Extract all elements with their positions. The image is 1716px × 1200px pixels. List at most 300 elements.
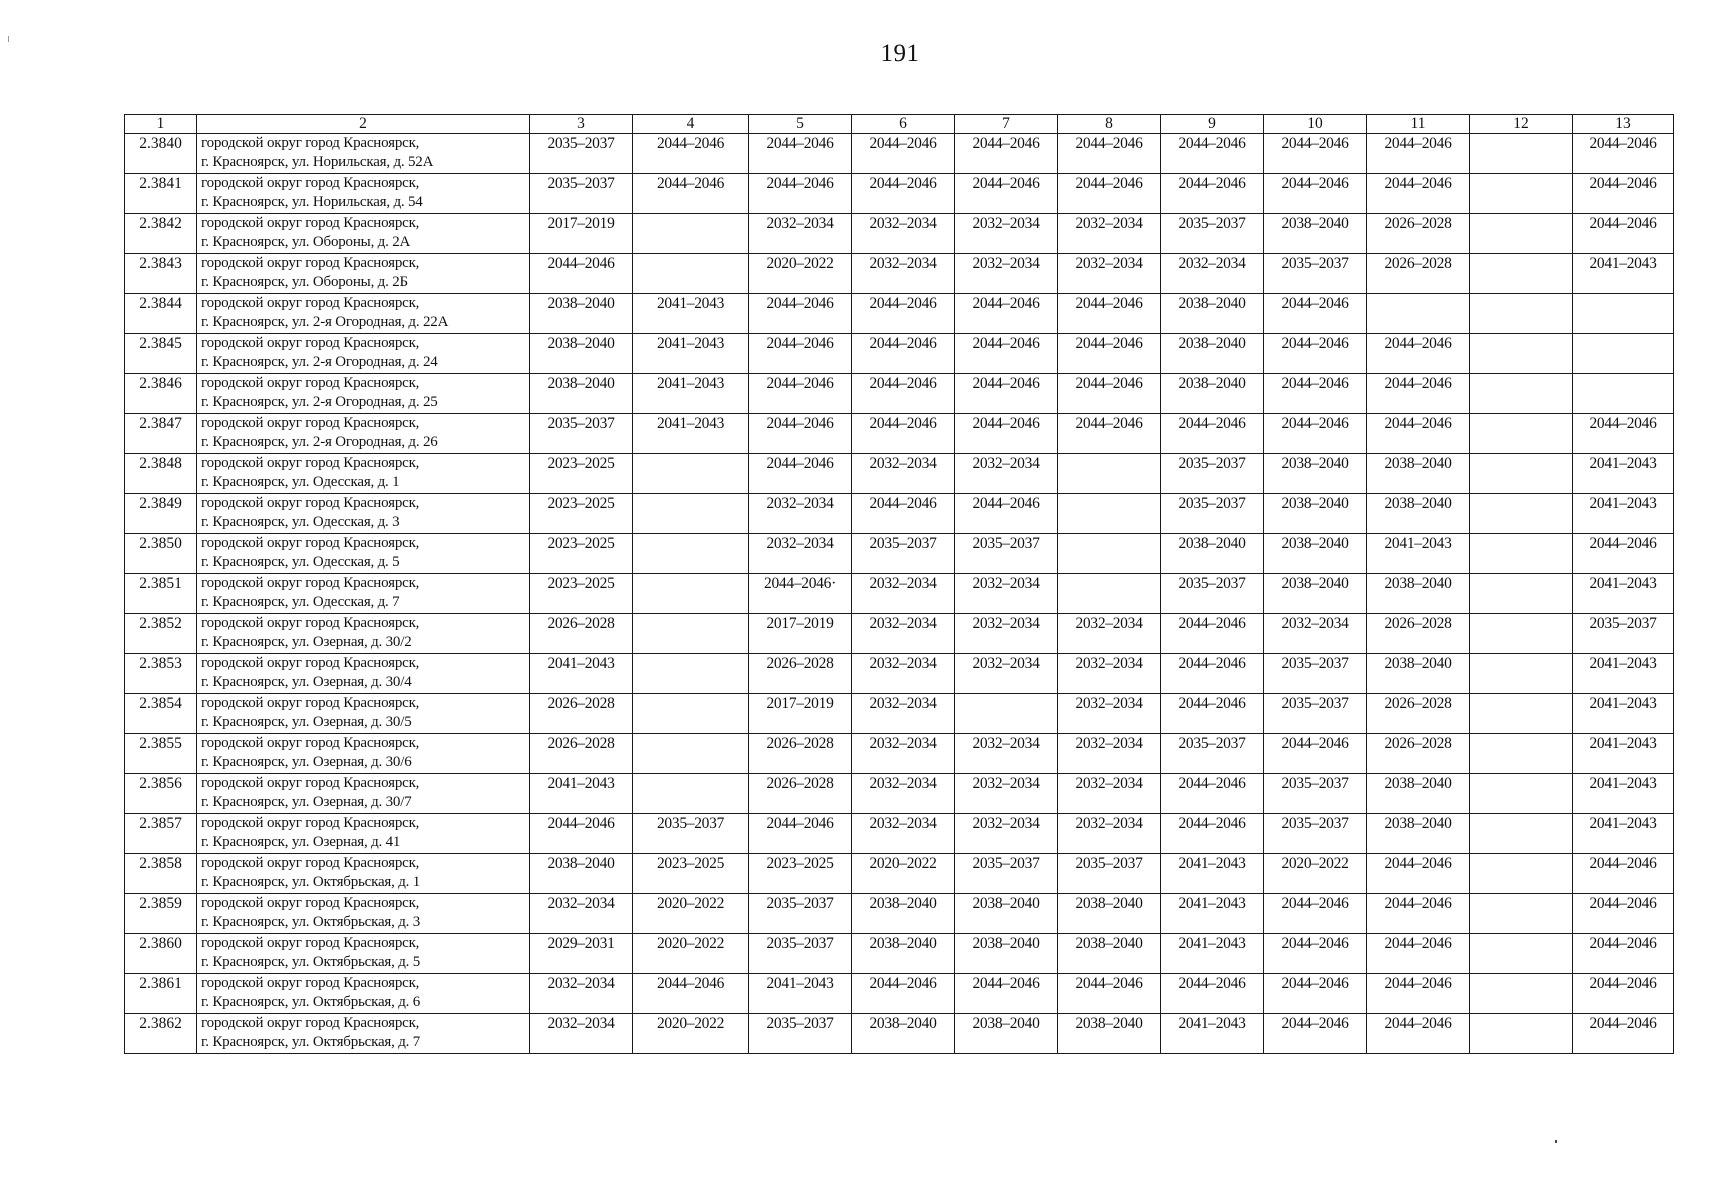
period-cell-col-13: 2044–2046 (1573, 534, 1674, 574)
period-cell-col-4: 2020–2022 (633, 894, 749, 934)
period-cell-col-7: 2044–2046 (955, 174, 1058, 214)
period-cell-col-4: 2041–2043 (633, 334, 749, 374)
period-cell-col-13 (1573, 374, 1674, 414)
period-cell-col-13: 2044–2046 (1573, 134, 1674, 174)
period-cell-col-6: 2032–2034 (852, 814, 955, 854)
period-cell-col-13: 2044–2046 (1573, 414, 1674, 454)
period-cell-col-7: 2044–2046 (955, 494, 1058, 534)
table-row (125, 174, 1674, 214)
period-cell-col-5: 2017–2019 (749, 694, 852, 734)
table-row (125, 374, 1674, 414)
period-cell-col-3: 2032–2034 (530, 1014, 633, 1054)
column-header: 5 (749, 115, 852, 134)
column-header: 3 (530, 115, 633, 134)
period-cell-col-10: 2038–2040 (1264, 494, 1367, 534)
period-cell-col-7: 2038–2040 (955, 934, 1058, 974)
period-cell-col-9: 2044–2046 (1161, 774, 1264, 814)
period-cell-col-11: 2026–2028 (1367, 614, 1470, 654)
period-cell-col-12 (1470, 494, 1573, 534)
period-cell-col-10: 2044–2046 (1264, 974, 1367, 1014)
period-cell-col-10: 2038–2040 (1264, 534, 1367, 574)
period-cell-col-6: 2044–2046 (852, 334, 955, 374)
period-cell-col-3: 2041–2043 (530, 774, 633, 814)
address-line: городской округ город Красноярск, (201, 175, 420, 191)
period-cell-col-8: 2032–2034 (1058, 734, 1161, 774)
period-cell-col-9: 2041–2043 (1161, 854, 1264, 894)
column-number-row (125, 115, 1674, 134)
period-cell-col-11: 2026–2028 (1367, 734, 1470, 774)
period-cell-col-9: 2035–2037 (1161, 454, 1264, 494)
column-header: 1 (125, 115, 197, 134)
period-cell-col-12 (1470, 134, 1573, 174)
period-cell-col-4: 2044–2046 (633, 174, 749, 214)
period-cell-col-6: 2044–2046 (852, 174, 955, 214)
column-header: 11 (1367, 115, 1470, 134)
period-cell-col-3: 2023–2025 (530, 454, 633, 494)
period-cell-col-6: 2038–2040 (852, 894, 955, 934)
period-cell-col-3: 2026–2028 (530, 734, 633, 774)
row-number-cell: 2.3843 (125, 254, 197, 294)
period-cell-col-9: 2038–2040 (1161, 374, 1264, 414)
address-cell (197, 854, 530, 894)
period-cell-col-7: 2044–2046 (955, 374, 1058, 414)
period-cell-col-4 (633, 454, 749, 494)
address-cell (197, 654, 530, 694)
period-cell-col-4: 2041–2043 (633, 414, 749, 454)
address-line: г. Красноярск, ул. Одесская, д. 3 (201, 514, 400, 530)
period-cell-col-9: 2044–2046 (1161, 174, 1264, 214)
address-cell (197, 1014, 530, 1054)
period-cell-col-9: 2044–2046 (1161, 694, 1264, 734)
address-cell (197, 534, 530, 574)
row-number-cell: 2.3860 (125, 934, 197, 974)
period-cell-col-6: 2044–2046 (852, 134, 955, 174)
period-cell-col-8: 2038–2040 (1058, 1014, 1161, 1054)
period-cell-col-4 (633, 494, 749, 534)
period-cell-col-12 (1470, 734, 1573, 774)
period-cell-col-3: 2044–2046 (530, 814, 633, 854)
period-cell-col-12 (1470, 374, 1573, 414)
period-cell-col-13: 2041–2043 (1573, 734, 1674, 774)
period-cell-col-3: 2038–2040 (530, 294, 633, 334)
period-cell-col-12 (1470, 414, 1573, 454)
period-cell-col-13 (1573, 294, 1674, 334)
period-cell-col-12 (1470, 254, 1573, 294)
address-line: городской округ город Красноярск, (201, 215, 420, 231)
period-cell-col-11: 2044–2046 (1367, 174, 1470, 214)
row-number-cell: 2.3841 (125, 174, 197, 214)
period-cell-col-4 (633, 654, 749, 694)
address-cell (197, 694, 530, 734)
address-line: г. Красноярск, ул. 2-я Огородная, д. 24 (201, 354, 438, 370)
table-row (125, 734, 1674, 774)
address-cell (197, 214, 530, 254)
period-cell-col-6: 2032–2034 (852, 454, 955, 494)
period-cell-col-4: 2035–2037 (633, 814, 749, 854)
address-line: г. Красноярск, ул. Озерная, д. 30/6 (201, 754, 412, 770)
period-cell-col-7 (955, 694, 1058, 734)
period-cell-col-4: 2023–2025 (633, 854, 749, 894)
period-cell-col-12 (1470, 294, 1573, 334)
period-cell-col-11: 2044–2046 (1367, 134, 1470, 174)
period-cell-col-13: 2044–2046 (1573, 934, 1674, 974)
address-line: г. Красноярск, ул. Озерная, д. 30/7 (201, 794, 412, 810)
table-body (125, 134, 1674, 1054)
address-cell (197, 494, 530, 534)
table-row (125, 1014, 1674, 1054)
period-cell-col-6: 2032–2034 (852, 614, 955, 654)
period-cell-col-8: 2032–2034 (1058, 654, 1161, 694)
row-number-cell: 2.3842 (125, 214, 197, 254)
period-cell-col-7: 2035–2037 (955, 534, 1058, 574)
address-line: городской округ город Красноярск, (201, 335, 420, 351)
period-cell-col-3: 2023–2025 (530, 534, 633, 574)
row-number-cell: 2.3852 (125, 614, 197, 654)
period-cell-col-13: 2044–2046 (1573, 214, 1674, 254)
period-cell-col-8: 2035–2037 (1058, 854, 1161, 894)
period-cell-col-9: 2041–2043 (1161, 1014, 1264, 1054)
period-cell-col-8: 2038–2040 (1058, 894, 1161, 934)
period-cell-col-11: 2044–2046 (1367, 1014, 1470, 1054)
period-cell-col-13: 2044–2046 (1573, 974, 1674, 1014)
row-number-cell: 2.3847 (125, 414, 197, 454)
period-cell-col-10: 2035–2037 (1264, 694, 1367, 734)
period-cell-col-13: 2044–2046 (1573, 1014, 1674, 1054)
period-cell-col-11: 2038–2040 (1367, 814, 1470, 854)
period-cell-col-10: 2032–2034 (1264, 614, 1367, 654)
period-cell-col-6: 2035–2037 (852, 534, 955, 574)
address-line: городской округ город Красноярск, (201, 615, 420, 631)
address-line: г. Красноярск, ул. 2-я Огородная, д. 25 (201, 394, 438, 410)
period-cell-col-13: 2044–2046 (1573, 174, 1674, 214)
period-cell-col-11 (1367, 294, 1470, 334)
period-cell-col-9: 2038–2040 (1161, 534, 1264, 574)
period-cell-col-13 (1573, 334, 1674, 374)
period-cell-col-7: 2038–2040 (955, 1014, 1058, 1054)
period-cell-col-4 (633, 214, 749, 254)
table-row (125, 254, 1674, 294)
period-cell-col-12 (1470, 974, 1573, 1014)
period-cell-col-3: 2035–2037 (530, 414, 633, 454)
column-header: 10 (1264, 115, 1367, 134)
period-cell-col-4: 2020–2022 (633, 934, 749, 974)
row-number-cell: 2.3854 (125, 694, 197, 734)
period-cell-col-10: 2044–2046 (1264, 374, 1367, 414)
table-row (125, 534, 1674, 574)
period-cell-col-5: 2044–2046 (749, 174, 852, 214)
period-cell-col-4: 2041–2043 (633, 294, 749, 334)
period-cell-col-10: 2044–2046 (1264, 134, 1367, 174)
row-number-cell: 2.3848 (125, 454, 197, 494)
table-row (125, 614, 1674, 654)
address-cell (197, 254, 530, 294)
period-cell-col-5: 2044–2046 (749, 814, 852, 854)
period-cell-col-6: 2044–2046 (852, 494, 955, 534)
period-cell-col-7: 2032–2034 (955, 734, 1058, 774)
period-cell-col-8: 2044–2046 (1058, 134, 1161, 174)
period-cell-col-8 (1058, 534, 1161, 574)
period-cell-col-11: 2038–2040 (1367, 774, 1470, 814)
period-cell-col-11: 2044–2046 (1367, 894, 1470, 934)
period-cell-col-5: 2032–2034 (749, 534, 852, 574)
period-cell-col-9: 2044–2046 (1161, 814, 1264, 854)
period-cell-col-11: 2044–2046 (1367, 334, 1470, 374)
period-cell-col-10: 2044–2046 (1264, 894, 1367, 934)
period-cell-col-3: 2017–2019 (530, 214, 633, 254)
address-cell (197, 454, 530, 494)
period-cell-col-10: 2038–2040 (1264, 454, 1367, 494)
period-cell-col-10: 2044–2046 (1264, 174, 1367, 214)
address-line: городской округ город Красноярск, (201, 295, 420, 311)
address-cell (197, 614, 530, 654)
column-header: 6 (852, 115, 955, 134)
address-cell (197, 974, 530, 1014)
period-cell-col-9: 2044–2046 (1161, 974, 1264, 1014)
period-cell-col-5: 2035–2037 (749, 1014, 852, 1054)
address-line: г. Красноярск, ул. Озерная, д. 41 (201, 834, 401, 850)
period-cell-col-5: 2035–2037 (749, 894, 852, 934)
period-cell-col-8: 2044–2046 (1058, 294, 1161, 334)
period-cell-col-5: 2035–2037 (749, 934, 852, 974)
period-cell-col-7: 2044–2046 (955, 334, 1058, 374)
period-cell-col-6: 2032–2034 (852, 734, 955, 774)
period-cell-col-8: 2032–2034 (1058, 614, 1161, 654)
period-cell-col-13: 2041–2043 (1573, 454, 1674, 494)
period-cell-col-5: 2032–2034 (749, 214, 852, 254)
table-row (125, 334, 1674, 374)
page-number: 191 (880, 40, 920, 67)
period-cell-col-10: 2044–2046 (1264, 334, 1367, 374)
period-cell-col-11: 2026–2028 (1367, 214, 1470, 254)
period-cell-col-5: 2044–2046· (749, 574, 852, 614)
column-header: 13 (1573, 115, 1674, 134)
period-cell-col-7: 2044–2046 (955, 294, 1058, 334)
period-cell-col-3: 2038–2040 (530, 334, 633, 374)
period-cell-col-9: 2038–2040 (1161, 334, 1264, 374)
period-cell-col-8: 2032–2034 (1058, 254, 1161, 294)
period-cell-col-13: 2041–2043 (1573, 654, 1674, 694)
table-row (125, 774, 1674, 814)
address-line: г. Красноярск, ул. Октябрьская, д. 3 (201, 914, 421, 930)
address-cell (197, 894, 530, 934)
table-row (125, 894, 1674, 934)
period-cell-col-9: 2041–2043 (1161, 934, 1264, 974)
address-line: г. Красноярск, ул. Октябрьская, д. 5 (201, 954, 421, 970)
period-cell-col-9: 2038–2040 (1161, 294, 1264, 334)
period-cell-col-8: 2032–2034 (1058, 214, 1161, 254)
period-cell-col-7: 2032–2034 (955, 614, 1058, 654)
address-line: г. Красноярск, ул. Озерная, д. 30/5 (201, 714, 412, 730)
period-cell-col-8: 2032–2034 (1058, 774, 1161, 814)
period-cell-col-5: 2026–2028 (749, 774, 852, 814)
table-row (125, 214, 1674, 254)
period-cell-col-3: 2026–2028 (530, 614, 633, 654)
period-cell-col-6: 2038–2040 (852, 934, 955, 974)
period-cell-col-13: 2044–2046 (1573, 894, 1674, 934)
period-cell-col-10: 2035–2037 (1264, 254, 1367, 294)
period-cell-col-11: 2044–2046 (1367, 854, 1470, 894)
period-cell-col-12 (1470, 174, 1573, 214)
period-cell-col-8: 2044–2046 (1058, 974, 1161, 1014)
period-cell-col-3: 2032–2034 (530, 894, 633, 934)
period-cell-col-5: 2023–2025 (749, 854, 852, 894)
period-cell-col-5: 2044–2046 (749, 414, 852, 454)
column-header: 9 (1161, 115, 1264, 134)
period-cell-col-10: 2044–2046 (1264, 1014, 1367, 1054)
column-header: 8 (1058, 115, 1161, 134)
address-line: городской округ город Красноярск, (201, 855, 420, 871)
period-cell-col-4 (633, 534, 749, 574)
address-cell (197, 574, 530, 614)
period-cell-col-10: 2035–2037 (1264, 774, 1367, 814)
address-line: городской округ город Красноярск, (201, 495, 420, 511)
period-cell-col-8: 2044–2046 (1058, 414, 1161, 454)
table-row (125, 934, 1674, 974)
address-cell (197, 294, 530, 334)
period-cell-col-6: 2044–2046 (852, 974, 955, 1014)
period-cell-col-8: 2044–2046 (1058, 374, 1161, 414)
period-cell-col-12 (1470, 334, 1573, 374)
period-cell-col-7: 2044–2046 (955, 414, 1058, 454)
column-header: 2 (197, 115, 530, 134)
period-cell-col-7: 2032–2034 (955, 574, 1058, 614)
period-cell-col-13: 2041–2043 (1573, 694, 1674, 734)
period-cell-col-3: 2041–2043 (530, 654, 633, 694)
period-cell-col-3: 2023–2025 (530, 574, 633, 614)
period-cell-col-10: 2044–2046 (1264, 294, 1367, 334)
period-cell-col-4: 2044–2046 (633, 974, 749, 1014)
period-cell-col-6: 2032–2034 (852, 574, 955, 614)
row-number-cell: 2.3846 (125, 374, 197, 414)
row-number-cell: 2.3844 (125, 294, 197, 334)
period-cell-col-6: 2032–2034 (852, 774, 955, 814)
period-cell-col-6: 2020–2022 (852, 854, 955, 894)
period-cell-col-9: 2035–2037 (1161, 574, 1264, 614)
row-number-cell: 2.3850 (125, 534, 197, 574)
period-cell-col-11: 2038–2040 (1367, 454, 1470, 494)
period-cell-col-7: 2032–2034 (955, 254, 1058, 294)
period-cell-col-5: 2044–2046 (749, 374, 852, 414)
period-cell-col-13: 2041–2043 (1573, 254, 1674, 294)
period-cell-col-7: 2044–2046 (955, 134, 1058, 174)
period-cell-col-6: 2044–2046 (852, 414, 955, 454)
table-row (125, 854, 1674, 894)
period-cell-col-6: 2032–2034 (852, 254, 955, 294)
period-cell-col-11: 2044–2046 (1367, 414, 1470, 454)
period-cell-col-9: 2044–2046 (1161, 134, 1264, 174)
address-cell (197, 814, 530, 854)
period-cell-col-4: 2020–2022 (633, 1014, 749, 1054)
period-cell-col-13: 2041–2043 (1573, 774, 1674, 814)
address-line: г. Красноярск, ул. Обороны, д. 2А (201, 234, 411, 250)
row-number-cell: 2.3858 (125, 854, 197, 894)
table-row (125, 454, 1674, 494)
period-cell-col-8 (1058, 454, 1161, 494)
period-cell-col-12 (1470, 574, 1573, 614)
row-number-cell: 2.3859 (125, 894, 197, 934)
period-cell-col-13: 2041–2043 (1573, 814, 1674, 854)
period-cell-col-5: 2044–2046 (749, 134, 852, 174)
period-cell-col-8 (1058, 574, 1161, 614)
period-cell-col-4: 2041–2043 (633, 374, 749, 414)
address-line: г. Красноярск, ул. Октябрьская, д. 7 (201, 1034, 421, 1050)
period-cell-col-7: 2035–2037 (955, 854, 1058, 894)
address-line: г. Красноярск, ул. 2-я Огородная, д. 22А (201, 314, 449, 330)
period-cell-col-11: 2044–2046 (1367, 934, 1470, 974)
address-cell (197, 334, 530, 374)
period-cell-col-7: 2032–2034 (955, 774, 1058, 814)
period-cell-col-10: 2044–2046 (1264, 414, 1367, 454)
period-cell-col-11: 2044–2046 (1367, 974, 1470, 1014)
address-line: г. Красноярск, ул. Озерная, д. 30/2 (201, 634, 412, 650)
period-cell-col-3: 2038–2040 (530, 374, 633, 414)
period-cell-col-5: 2026–2028 (749, 734, 852, 774)
period-cell-col-12 (1470, 694, 1573, 734)
period-cell-col-11: 2038–2040 (1367, 494, 1470, 534)
table-row (125, 134, 1674, 174)
address-line: г. Красноярск, ул. Норильская, д. 52А (201, 154, 434, 170)
row-number-cell: 2.3862 (125, 1014, 197, 1054)
period-cell-col-9: 2035–2037 (1161, 494, 1264, 534)
address-line: г. Красноярск, ул. Октябрьская, д. 6 (201, 994, 421, 1010)
period-cell-col-9: 2041–2043 (1161, 894, 1264, 934)
period-cell-col-10: 2035–2037 (1264, 814, 1367, 854)
address-line: г. Красноярск, ул. Обороны, д. 2Б (201, 274, 408, 290)
period-cell-col-3: 2035–2037 (530, 174, 633, 214)
row-number-cell: 2.3857 (125, 814, 197, 854)
address-line: городской округ город Красноярск, (201, 975, 420, 991)
period-cell-col-8: 2032–2034 (1058, 814, 1161, 854)
address-cell (197, 774, 530, 814)
address-line: г. Красноярск, ул. Октябрьская, д. 1 (201, 874, 421, 890)
table-row (125, 814, 1674, 854)
address-line: городской округ город Красноярск, (201, 455, 420, 471)
period-cell-col-6: 2032–2034 (852, 214, 955, 254)
address-line: городской округ город Красноярск, (201, 935, 420, 951)
period-cell-col-7: 2032–2034 (955, 454, 1058, 494)
address-line: г. Красноярск, ул. 2-я Огородная, д. 26 (201, 434, 438, 450)
period-cell-col-10: 2038–2040 (1264, 214, 1367, 254)
table-row (125, 694, 1674, 734)
address-cell (197, 934, 530, 974)
row-number-cell: 2.3855 (125, 734, 197, 774)
period-cell-col-6: 2044–2046 (852, 294, 955, 334)
period-cell-col-12 (1470, 214, 1573, 254)
table-row (125, 494, 1674, 534)
period-cell-col-4 (633, 574, 749, 614)
period-cell-col-7: 2032–2034 (955, 814, 1058, 854)
period-cell-col-12 (1470, 534, 1573, 574)
address-line: городской округ город Красноярск, (201, 535, 420, 551)
period-cell-col-3: 2044–2046 (530, 254, 633, 294)
period-cell-col-12 (1470, 774, 1573, 814)
period-cell-col-5: 2041–2043 (749, 974, 852, 1014)
column-header: 12 (1470, 115, 1573, 134)
period-cell-col-3: 2032–2034 (530, 974, 633, 1014)
row-number-cell: 2.3845 (125, 334, 197, 374)
period-cell-col-3: 2026–2028 (530, 694, 633, 734)
period-cell-col-10: 2035–2037 (1264, 654, 1367, 694)
period-cell-col-12 (1470, 1014, 1573, 1054)
scan-speck (1555, 1140, 1557, 1143)
period-cell-col-5: 2044–2046 (749, 454, 852, 494)
row-number-cell: 2.3849 (125, 494, 197, 534)
period-cell-col-12 (1470, 934, 1573, 974)
address-line: городской округ город Красноярск, (201, 1015, 420, 1031)
period-cell-col-6: 2032–2034 (852, 654, 955, 694)
period-cell-col-13: 2041–2043 (1573, 574, 1674, 614)
period-cell-col-5: 2020–2022 (749, 254, 852, 294)
